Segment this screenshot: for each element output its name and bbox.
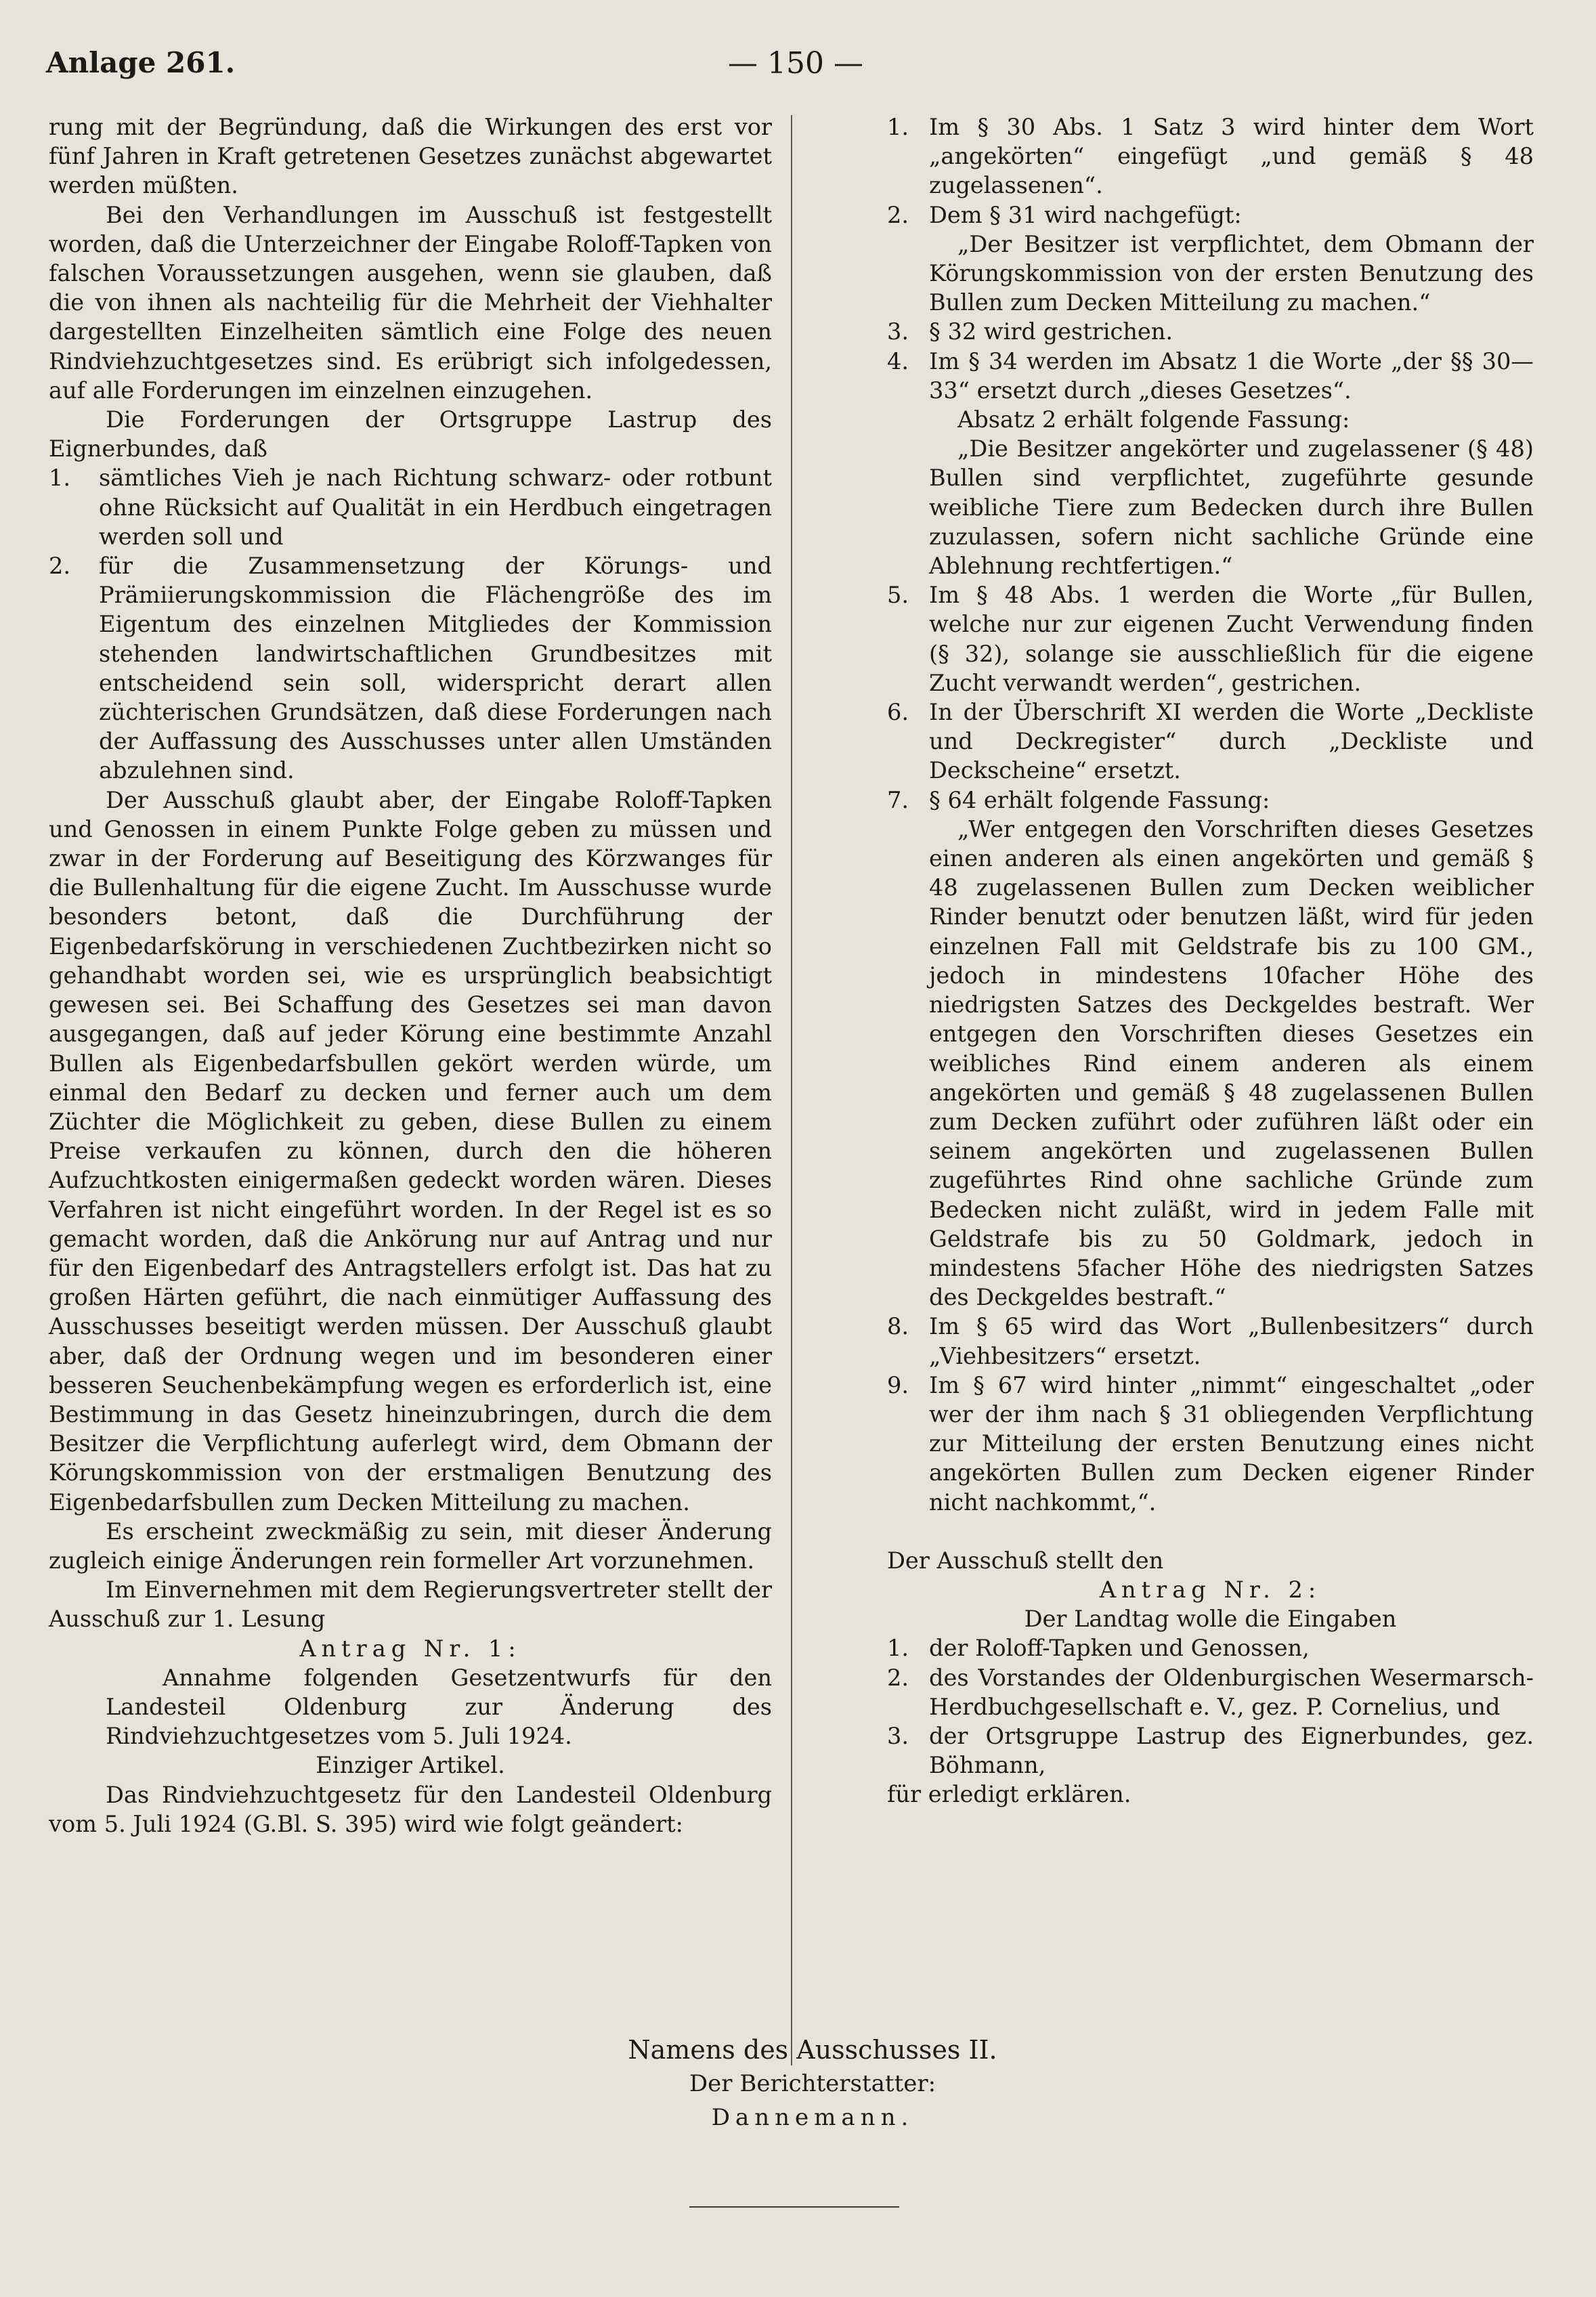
amendment-item (887, 580, 1534, 697)
petition-number: 3. (887, 1722, 909, 1749)
amendment-item (887, 786, 1534, 815)
amendment-text: Im § 34 werden im Absatz 1 die Worte „der §§ 30—33“ ersetzt durch „dieses Gesetzes“. (929, 347, 1534, 404)
paragraph: Die Forderungen der Ortsgruppe Lastrup des Eignerbundes, daß (49, 406, 772, 463)
petition-text: der Ortsgruppe Lastrup des Eignerbundes, gez. Böhmann, (929, 1722, 1534, 1779)
motion-body: Annahme folgenden Gesetzentwurfs für den Landesteil Oldenburg zur Änderung des Rindviehzuchtgesetzes vom 5. Juli 1924. (106, 1664, 772, 1750)
amendment-number: 9. (887, 1371, 909, 1398)
paragraph: rung mit der Begründung, daß die Wirkungen des erst vor fünf Jahren in Kraft getretenen Gesetzes zunächst abgewartet werden müßten. (49, 114, 772, 199)
petition-item (887, 1663, 1534, 1721)
amendment-text: Im § 65 wird das Wort „Bullenbesitzers“ durch „Viehbesitzers“ ersetzt. (929, 1313, 1534, 1369)
amendment-quote: „Der Besitzer ist verpflichtet, dem Obmann der Körungskommission von der ersten Benutzung des Bullen zum Decken Mitteilung zu machen.“ (929, 230, 1534, 316)
amendment-text: Im § 67 wird hinter „nimmt“ eingeschaltet „oder wer der ihm nach § 31 obliegenden Verpflichtung zur Mitteilung der ersten Benutzung eines nicht angekörten Bullen zum Decken eigener Rinder nicht nachkommt,“. (929, 1371, 1534, 1516)
list-number: 2. (49, 553, 71, 580)
amendment-item (887, 697, 1534, 786)
article-heading: Einziger Artikel. (316, 1752, 505, 1779)
amendment-text: In der Überschrift XI werden die Worte „Deckliste und Deckregister“ durch „Deckliste und Deckscheine“ ersetzt. (929, 699, 1534, 784)
amendment-item (887, 200, 1534, 230)
petition-number: 1. (887, 1635, 909, 1662)
list-item (49, 463, 772, 551)
amendment-number: 7. (887, 786, 909, 813)
amendment-number: 1. (887, 114, 909, 140)
paragraph: Es erscheint zweckmäßig zu sein, mit dieser Änderung zugleich einige Änderungen rein formeller Art vorzunehmen. (49, 1518, 772, 1574)
amendment-item (887, 1312, 1534, 1370)
column-divider (791, 115, 792, 2065)
annex-label: Anlage 261. (46, 46, 236, 79)
amendment-number: 6. (887, 699, 909, 726)
committee-line: Namens des Ausschusses II. (628, 2035, 997, 2065)
amendment-text: Im § 30 Abs. 1 Satz 3 wird hinter dem Wort „angekörten“ eingefügt „und gemäß § 48 zugelassenen“. (929, 114, 1534, 199)
list-text: für die Zusammensetzung der Körungs- und Prämiierungskommission die Flächengröße des im Eigentum des einzelnen Mitgliedes der Kommission stehenden landwirtschaftlichen Grundbesitzes mit entscheidend sein soll, widerspricht derart allen züchterischen Grundsätzen, daß diese Forderungen nach der Auffassung des Ausschusses unter allen Umständen abzulehnen sind. (99, 553, 772, 784)
footer-rule (689, 2206, 899, 2208)
list-item (49, 551, 772, 786)
petition-item (887, 1721, 1534, 1780)
list-text: sämtliches Vieh je nach Richtung schwarz- oder rotbunt ohne Rücksicht auf Qualität in ein Herdbuch eingetragen werden soll und (99, 465, 772, 550)
motion-heading: Antrag Nr. 2: (1099, 1576, 1322, 1603)
amendment-item (887, 1371, 1534, 1517)
left-column (49, 112, 772, 1839)
amendment-item (887, 112, 1534, 200)
amendment-number: 5. (887, 582, 909, 609)
motion-heading: Antrag Nr. 1: (299, 1635, 521, 1662)
petition-text: des Vorstandes der Oldenburgischen Wesermarsch-Herdbuchgesellschaft e. V., gez. P. Cornelius, und (929, 1664, 1534, 1720)
petition-text: der Roloff-Tapken und Genossen, (929, 1635, 1310, 1662)
article-body: Das Rindviehzuchtgesetz für den Landesteil Oldenburg vom 5. Juli 1924 (G.Bl. S. 395) wird wie folgt geändert: (49, 1781, 772, 1837)
amendment-number: 2. (887, 201, 909, 228)
petition-number: 2. (887, 1664, 909, 1691)
amendment-item (887, 347, 1534, 405)
signature-block (474, 2033, 1151, 2134)
amendment-quote: „Die Besitzer angekörter und zugelassener (§ 48) Bullen sind verpflichtet, zugeführte gesunde weibliche Tiere zum Bedecken durch ihre Bullen zuzulassen, sofern nicht sachliche Gründe eine Ablehnung rechtfertigen.“ (929, 435, 1534, 580)
reporter-role: Der Berichterstatter: (689, 2070, 936, 2097)
paragraph: Bei den Verhandlungen im Ausschuß ist festgestellt worden, daß die Unterzeichner der Eingabe Roloff-Tapken von falschen Voraussetzungen ausgehen, wenn sie glauben, daß die von ihnen als nachteilig für die Mehrheit der Viehhalter dargestellten Einzelheiten sämtlich eine Folge des neuen Rindviehzuchtgesetzes sind. Es erübrigt sich infolgedessen, auf alle Forderungen im einzelnen einzugehen. (49, 201, 772, 404)
page-number: — 150 — (728, 46, 863, 81)
amendment-number: 8. (887, 1313, 909, 1340)
petition-item (887, 1633, 1534, 1662)
amendment-text: § 64 erhält folgende Fassung: (929, 786, 1270, 813)
amendment-number: 4. (887, 347, 909, 374)
amendment-text: Im § 48 Abs. 1 werden die Worte „für Bullen, welche nur zur eigenen Zucht Verwendung finden (§ 32), solange sie ausschließlich für die eigene Zucht verwandt werden“, gestrichen. (929, 582, 1534, 696)
motion-close: für erledigt erklären. (887, 1781, 1131, 1808)
reporter-name: Dannemann. (711, 2104, 914, 2131)
list-number: 1. (49, 465, 71, 492)
motion-intro: Der Ausschuß stellt den (887, 1547, 1164, 1574)
motion-lead: Der Landtag wolle die Eingaben (1024, 1606, 1397, 1633)
paragraph: Im Einvernehmen mit dem Regierungsvertreter stellt der Ausschuß zur 1. Lesung (49, 1576, 772, 1633)
amendment-number: 3. (887, 318, 909, 345)
amendment-text: § 32 wird gestrichen. (929, 318, 1173, 345)
amendment-item (887, 317, 1534, 346)
paragraph: Der Ausschuß glaubt aber, der Eingabe Roloff-Tapken und Genossen in einem Punkte Folge geben zu müssen und zwar in der Forderung auf Beseitigung des Körzwanges für die Bullenhaltung für die eigene Zucht. Im Ausschusse wurde besonders betont, daß die Durchführung der Eigenbedarfskörung in verschiedenen Zuchtbezirken nicht so gehandhabt worden sei, wie es ursprünglich beabsichtigt gewesen sei. Bei Schaffung des Gesetzes sei man davon ausgegangen, daß auf jeder Körung eine bestimmte Anzahl Bullen als Eigenbedarfsbullen gekört werden würde, um einmal den Bedarf zu decken und ferner auch um dem Züchter die Möglichkeit zu geben, diese Bullen zu einem Preise verkaufen zu können, durch den die höheren Aufzuchtkosten einigermaßen gedeckt worden wären. Dieses Verfahren ist nicht eingeführt worden. In der Regel ist es so gemacht worden, daß die Ankörung nur auf Antrag und nur für den Eigenbedarf des Antragstellers erfolgt ist. Das hat zu großen Härten geführt, die nach einmütiger Auffassung des Ausschusses beseitigt werden müssen. Der Ausschuß glaubt aber, daß der Ordnung wegen und im besonderen einer besseren Seuchenbekämpfung wegen es erforderlich ist, eine Bestimmung in das Gesetz hineinzubringen, durch die dem Besitzer die Verpflichtung auferlegt wird, dem Obmann der Körungskommission von der erstmaligen Benutzung des Eigenbedarfsbullen zum Decken Mitteilung zu machen. (49, 786, 772, 1516)
amendment-quote: „Wer entgegen den Vorschriften dieses Gesetzes einen anderen als einen angekörten und gemäß § 48 zugelassenen Bullen zum Decken weiblicher Rinder benutzt oder benutzen läßt, wird für jeden einzelnen Fall mit Geldstrafe bis zu 100 GM., jedoch in mindestens 10facher Höhe des niedrigsten Satzes des Deckgeldes bestraft. Wer entgegen den Vorschriften dieses Gesetzes ein weibliches Rind einem anderen als einem angekörten und gemäß § 48 zugelassenen Bullen zum Decken zuführt oder zuführen läßt oder ein seinem angekörten und zugelassenen Bullen zugeführtes Rind ohne sachliche Gründe zum Bedecken nicht zuläßt, wird in jedem Falle mit Geldstrafe bis zu 50 Goldmark, jedoch in mindestens 5facher Höhe des niedrigsten Satzes des Deckgeldes bestraft.“ (929, 815, 1534, 1311)
amendment-sub: Absatz 2 erhält folgende Fassung: (957, 406, 1350, 433)
amendment-text: Dem § 31 wird nachgefügt: (929, 201, 1242, 228)
right-column (887, 112, 1534, 1809)
